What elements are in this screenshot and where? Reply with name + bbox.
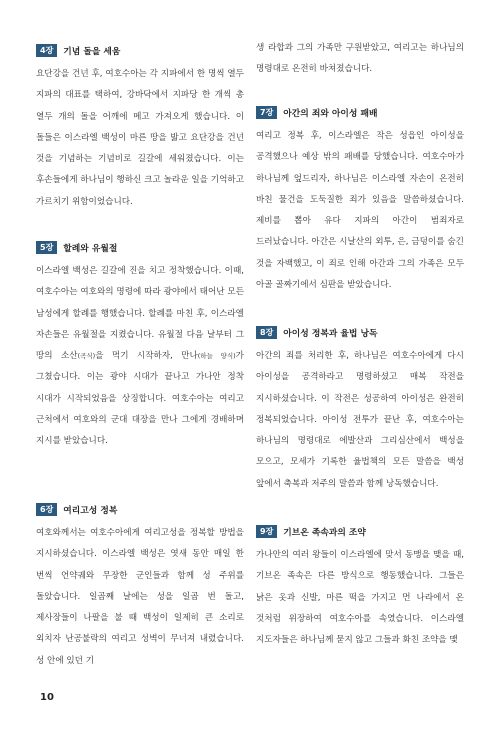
chapter-badge: 5장 [36,241,57,254]
chapter-badge: 6장 [36,503,57,516]
page-number: 10 [40,692,54,703]
inline-note: (하늘 양식) [197,352,236,361]
body-text: 을 먹기 시작하자, 만나 [95,351,198,362]
body-text: 이스라엘 백성은 길갈에 진을 치고 정착했습니다. 이때, 여호수아는 여호와의 명령에 따라 광야에서 태어난 모든 남성에게 할례를 행했습니다. 할례를 마친 후, 이스라엘 자손들은 유월절을 지켰습니다. 유월절 다음 날부터 그 땅의 소산 [36,266,244,362]
section-title: 아이성 정복과 율법 낭독 [283,328,378,339]
section-chapter-9 [256,524,464,651]
section-heading [36,502,244,516]
section-heading [36,43,244,57]
section-title: 할례와 유월절 [63,243,118,254]
chapter-badge: 7장 [256,106,277,119]
chapter-badge: 9장 [256,525,277,538]
chapter-badge: 4장 [36,44,57,57]
section-body: 요단강을 건넌 후, 여호수아는 각 지파에서 한 명씩 열두 지파의 대표를 택하여, 강바닥에서 지파당 한 개씩 총 열두 개의 돌을 어깨에 메고 가져오게 했습니다. 이 돌들은 이스라엘 백성이 마른 땅을 밟고 요단강을 건넌 것을 기념하는 기념비로 길갈에 세워졌습니다. 이는 후손들에게 하나님이 행하신 크고 놀라운 일을 기억하고 가르치기 위함이었습니다. [36,69,244,207]
section-body: 생 라합과 그의 가족만 구원받았고, 여리고는 하나님의 명령대로 온전히 바쳐졌습니다. [256,43,464,75]
section-body: 여호와께서는 여호수아에게 여리고성을 정복할 방법을 지시하셨습니다. 이스라엘 백성은 엿새 동안 매일 한 번씩 언약궤와 무장한 군인들과 함께 성 주위를 돌았습니다. 일곱째 날에는 성을 일곱 번 돌고, 제사장들이 나팔을 불 때 백성이 일제히 큰 소리로 외치자 난공불락의 여리고 성벽이 무너져 내렸습니다. 성 안에 있던 기 [36,528,244,666]
section-title: 기념 돌을 세움 [63,46,121,57]
section-heading [256,325,464,339]
section-continued [256,38,464,81]
section-body [36,261,244,453]
body-text: 가 그쳤습니다. 이는 광야 시대가 끝나고 가나안 정착 시대가 시작되었음을 상징합니다. 여호수아는 여리고 근처에서 여호와의 군대 대장을 만나 그에게 경배하며 지시를 받았습니다. [36,351,244,447]
chapter-badge: 8장 [256,326,277,339]
section-body: 아간의 죄를 처리한 후, 하나님은 여호수아에게 다시 아이성을 공격하라고 명령하셨고 매복 작전을 지시하셨습니다. 이 작전은 성공하여 아이성은 완전히 정복되었습니다. 아이성 전투가 끝난 후, 여호수아는 하나님의 명령대로 에발산과 그리심산에서 백성을 모으고, 모세가 기록한 율법책의 모든 말씀을 백성 앞에서 축복과 저주의 말씀과 함께 낭독했습니다. [256,351,464,489]
section-chapter-8 [256,325,464,495]
section-title: 아간의 죄와 아이성 패배 [283,108,378,119]
section-chapter-6 [36,502,244,672]
inline-note: (곡식) [77,352,96,361]
section-title: 기브온 족속과의 조약 [283,527,366,538]
section-heading [256,524,464,538]
section-heading [36,240,244,254]
section-body: 여리고 정복 후, 이스라엘은 작은 성읍인 아이성을 공격했으나 예상 밖의 패배를 당했습니다. 여호수아가 하나님께 엎드리자, 하나님은 이스라엘 자손이 온전히 바친 물건을 도둑질한 죄가 있음을 말씀하셨습니다. 제비를 뽑아 유다 지파의 아간이 범죄자로 드러났습니다. 아간은 시날산의 외투, 은, 금덩이를 숨긴 것을 자백했고, 이 죄로 인해 아간과 그의 가족은 모두 아골 골짜기에서 심판을 받았습니다. [256,131,464,291]
section-body: 가나안의 여러 왕들이 이스라엘에 맞서 동맹을 맺을 때, 기브온 족속은 다른 방식으로 행동했습니다. 그들은 낡은 옷과 신발, 마른 떡을 가지고 먼 나라에서 온 것처럼 위장하여 여호수아를 속였습니다. 이스라엘 지도자들은 하나님께 묻지 않고 그들과 화친 조약을 맺 [256,550,464,646]
section-chapter-5 [36,240,244,453]
section-chapter-4 [36,43,244,213]
section-title: 여리고성 정복 [63,505,118,516]
section-heading [256,105,464,119]
section-chapter-7 [256,105,464,296]
